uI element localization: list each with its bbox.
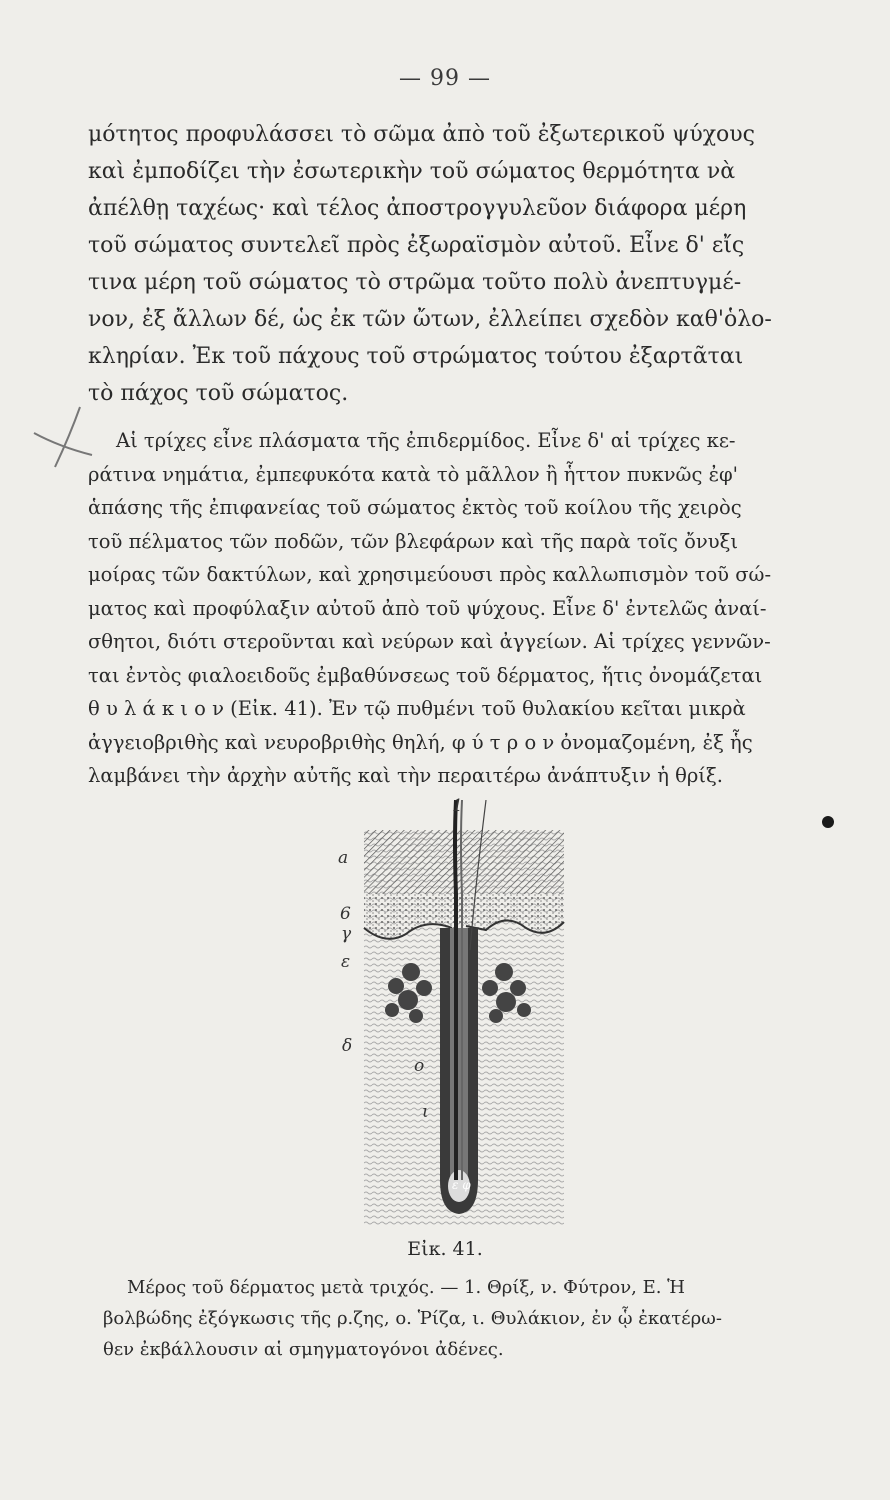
text-line: τοῦ πέλματος τῶν ποδῶν, τῶν βλεφάρων καὶ τῆς παρὰ τοῖς ὄνυξι bbox=[88, 529, 738, 553]
text-line: ἁπάσης τῆς ἐπιφανείας τοῦ σώματος ἐκτὸς τοῦ κοίλου τῆς χειρὸς bbox=[88, 496, 742, 519]
text-line: ράτινα νημάτια, ἐμπεφυκότα κατὰ τὸ μᾶλλον ἢ ἧττον πυκνῶς ἐφ' bbox=[88, 462, 739, 486]
figure-caption bbox=[103, 1272, 825, 1365]
text-line: μότητος προφυλάσσει τὸ σῶμα ἀπὸ τοῦ ἐξωτερικοῦ ψύχους bbox=[88, 122, 755, 147]
caption-line: θεν ἐκβάλλουσιν αἱ σμηγματογόνοι ἀδένες. bbox=[103, 1339, 504, 1360]
text-line: τοῦ σώματος συντελεῖ πρὸς ἐξωραϊσμὸν αὐτοῦ. Εἶνε δ' εἴς bbox=[88, 233, 745, 258]
figure-label-1: 1 bbox=[452, 796, 463, 816]
figure-label-b: 6 bbox=[340, 904, 351, 924]
caption-line: βολβώδης ἐξόγκωσις τῆς ρ.ζης, ο. Ῥίζα, ι. Θυλάκιον, ἐν ᾧ ἐκατέρω- bbox=[103, 1308, 722, 1329]
ink-dot bbox=[822, 816, 834, 828]
figure-label-d: δ bbox=[342, 1036, 353, 1056]
figure-label-root: ε φ bbox=[452, 1178, 471, 1192]
text-line: θ υ λ ά κ ι ο ν (Εἰκ. 41). Ἐν τῷ πυθμένι τοῦ θυλακίου κεῖται μικρὰ bbox=[88, 697, 746, 720]
figure-label-o: ο bbox=[414, 1056, 425, 1076]
caption-line: Μέρος τοῦ δέρματος μετὰ τριχός. — 1. Θρίξ, ν. Φύτρον, Ε. Ἡ bbox=[127, 1277, 686, 1298]
text-line: μοίρας τῶν δακτύλων, καὶ χρησιμεύουσι πρὸς καλλωπισμὸν τοῦ σώ- bbox=[88, 563, 772, 586]
figure-label-i: ι bbox=[422, 1102, 429, 1122]
paragraph-2 bbox=[88, 424, 810, 793]
text-line: ματος καὶ προφύλαξιν αὐτοῦ ἀπὸ τοῦ ψύχους. Εἶνε δ' ἐντελῶς ἀναί- bbox=[88, 596, 767, 620]
text-line: ἀπέλθῃ ταχέως· καὶ τέλος ἀποστρογγυλεῦον διάφορα μέρη bbox=[88, 196, 747, 221]
text-line: τινα μέρη τοῦ σώματος τὸ στρῶμα τοῦτο πολὺ ἀνεπτυγμέ- bbox=[88, 270, 742, 295]
text-line: καὶ ἐμποδίζει τὴν ἐσωτερικὴν τοῦ σώματος θερμότητα νὰ bbox=[88, 159, 736, 184]
text-line: νον, ἐξ ἄλλων δέ, ὡς ἐκ τῶν ὤτων, ἐλλείπει σχεδὸν καθ'ὁλο- bbox=[88, 307, 772, 332]
text-line: ἀγγειοβριθὴς καὶ νευροβριθὴς θηλή, φ ύ τ ρ ο ν ὀνομαζομένη, ἐξ ἧς bbox=[88, 730, 753, 754]
hair-follicle-illustration bbox=[356, 800, 568, 1228]
text-line: ται ἐντὸς φιαλοειδοῦς ἐμβαθύνσεως τοῦ δέρματος, ἥτις ὀνομάζεται bbox=[88, 663, 763, 687]
figure-label-e: ε bbox=[341, 952, 351, 972]
figure-label-g: γ bbox=[341, 924, 352, 944]
text-line: κληρίαν. Ἐκ τοῦ πάχους τοῦ στρώματος τούτου ἐξαρτᾶται bbox=[88, 344, 744, 369]
figure-label-a: a bbox=[338, 848, 349, 868]
text-line: τὸ πάχος τοῦ σώματος. bbox=[88, 381, 349, 406]
paragraph-1 bbox=[88, 116, 810, 412]
figure-caption-title: Εἰκ. 41. bbox=[407, 1238, 483, 1260]
hair-follicle-figure bbox=[338, 796, 568, 1228]
page-number: — 99 — bbox=[399, 66, 491, 91]
text-line: Αἱ τρίχες εἶνε πλάσματα τῆς ἐπιδερμίδος. Εἶνε δ' αἱ τρίχες κε- bbox=[116, 429, 736, 452]
text-line: σθητοι, διότι στεροῦνται καὶ νεύρων καὶ ἀγγείων. Αἱ τρίχες γεννῶν- bbox=[88, 630, 771, 653]
text-line: λαμβάνει τὴν ἀρχὴν αὐτῆς καὶ τὴν περαιτέρω ἀνάπτυξιν ἡ θρίξ. bbox=[88, 764, 723, 787]
